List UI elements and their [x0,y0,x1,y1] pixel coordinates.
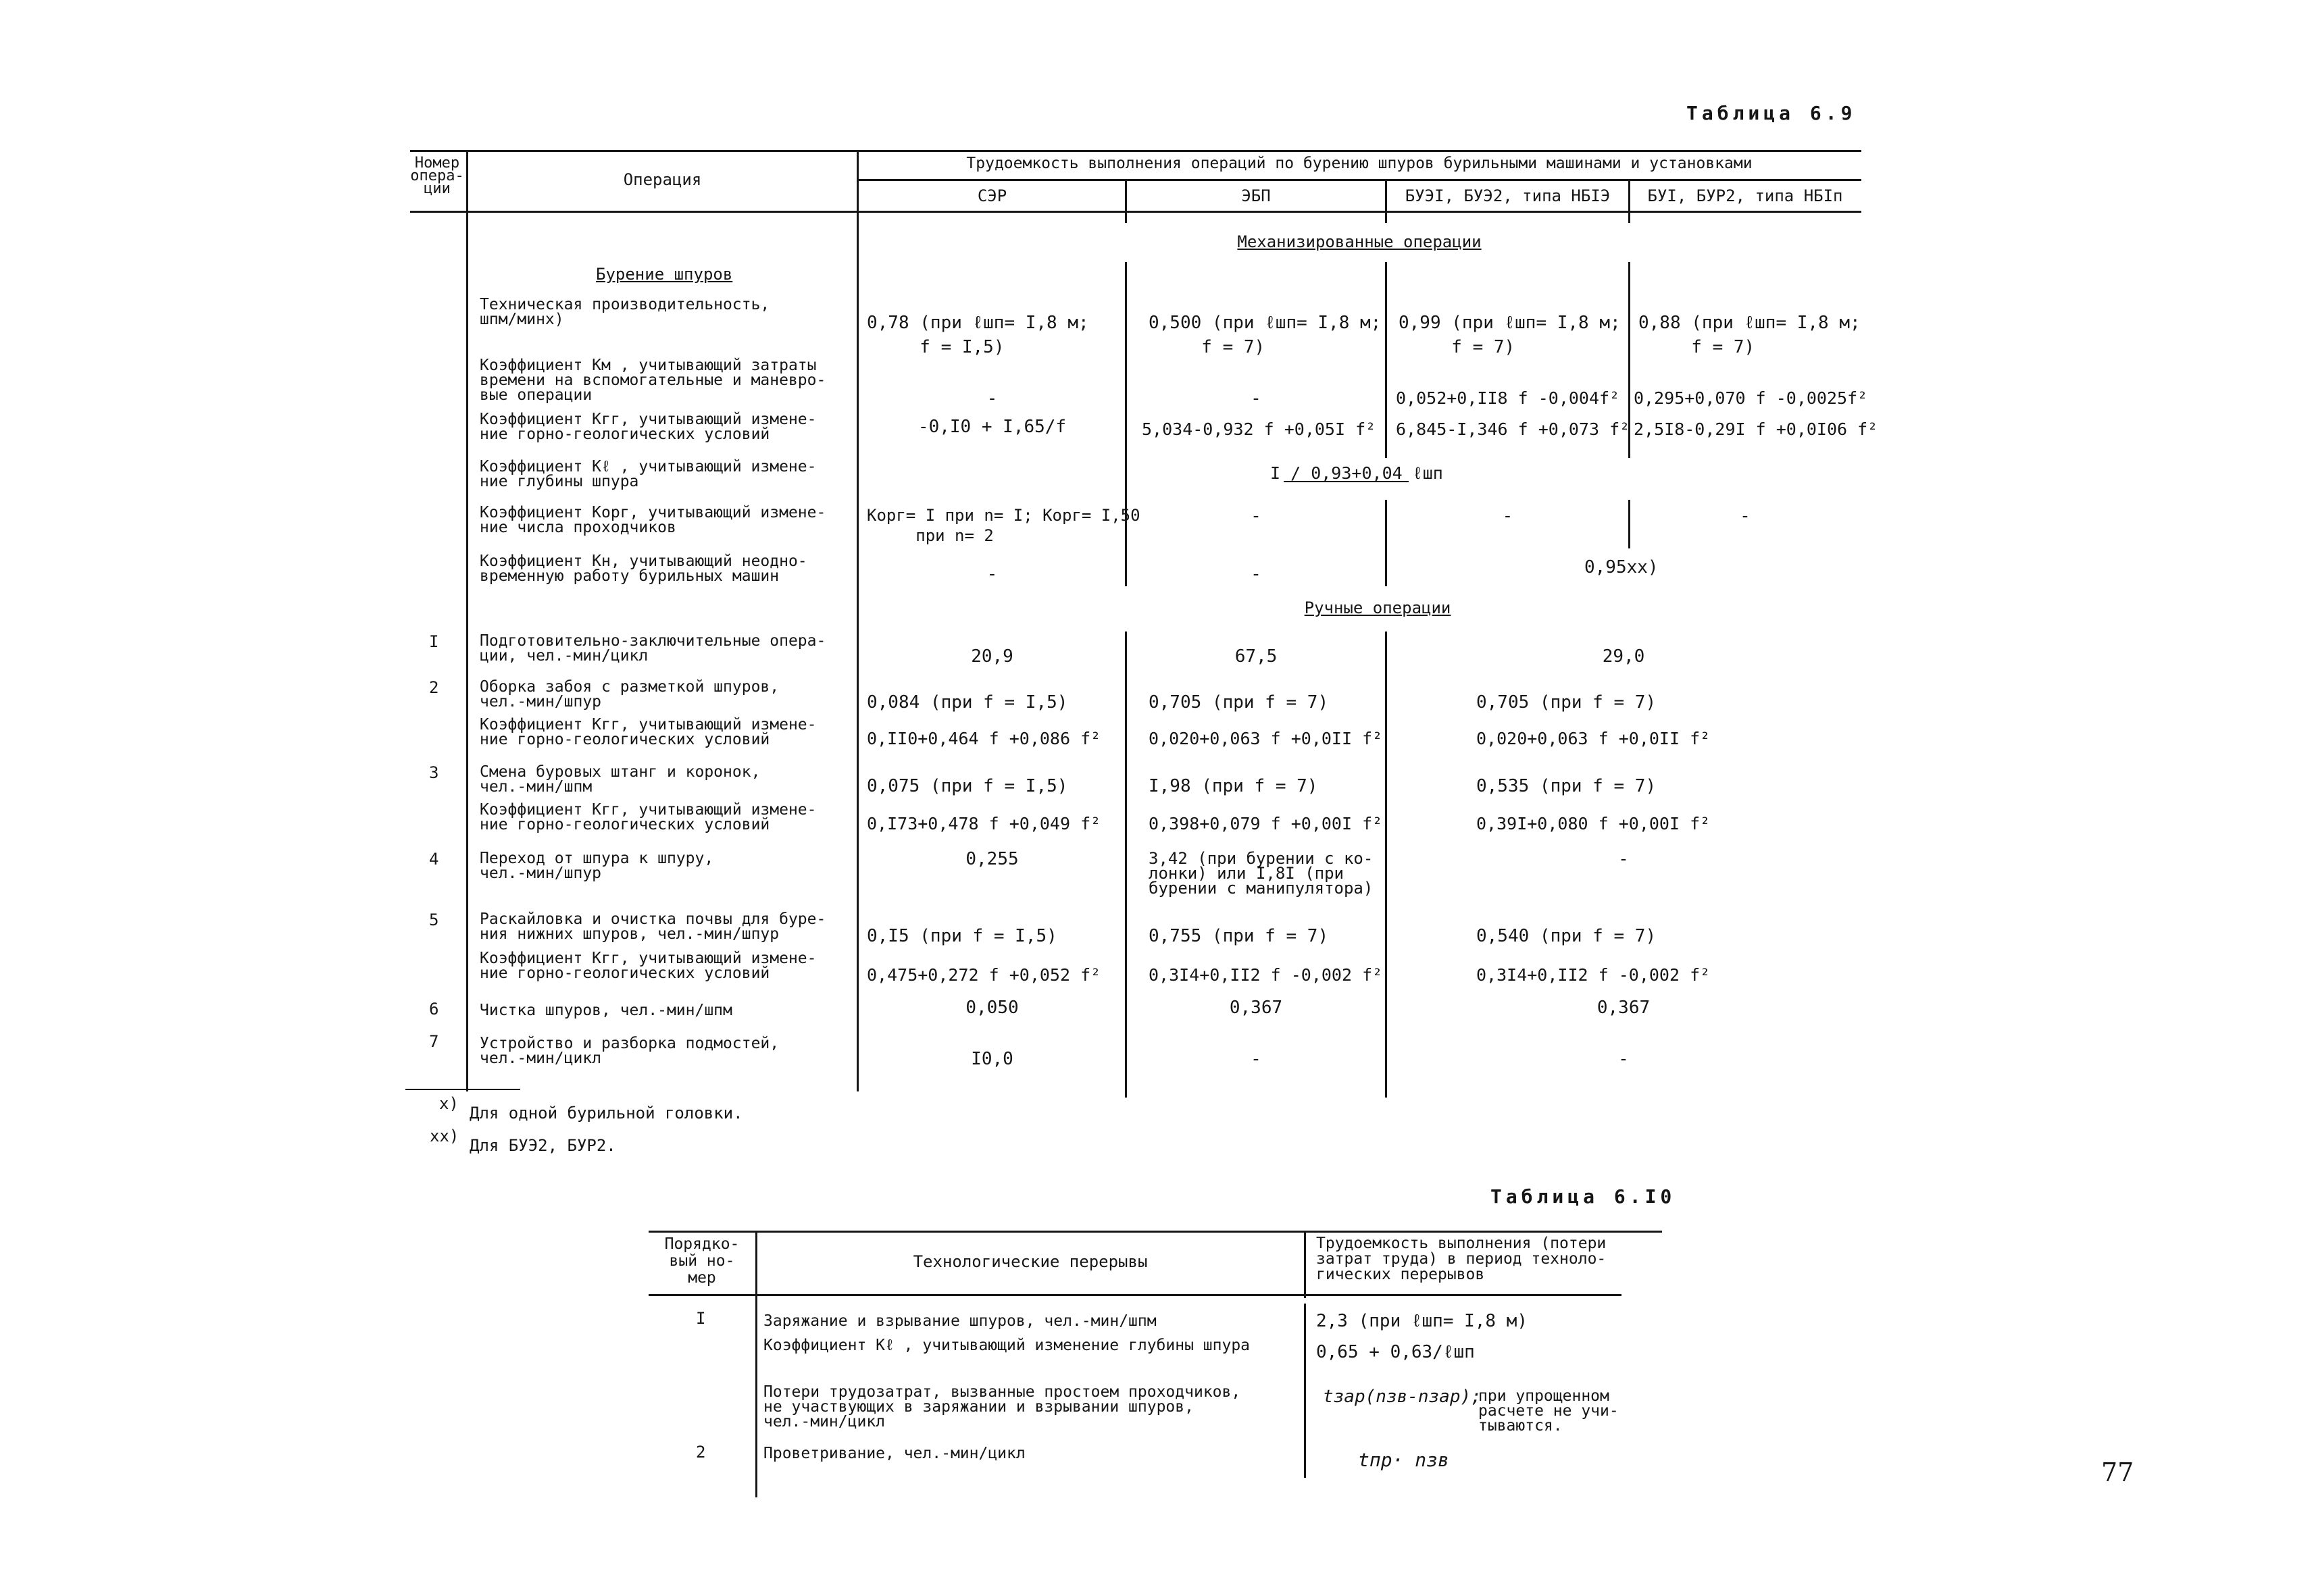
op-km: Коэффициент Kм , учитывающий затраты времени на вспомогательные и маневро- вые операции [480,357,826,404]
val: 0,I73+0,478 f +0,049 f² [867,814,1101,833]
val: 0,99 (при ℓшп= I,8 м; f = 7) [1399,313,1621,357]
t2-val: 2,3 (при ℓшп= I,8 м) [1316,1311,1528,1331]
val: 0,I5 (при f = I,5) [867,926,1057,946]
val: 29,0 [1602,646,1645,667]
col-rule [755,1231,757,1497]
val: 3,42 (при бурении с ко- лонки) или I,8I (при бурении с манипулятора) [1149,849,1374,898]
t2-op: Заряжание и взрывание шпуров, чел.-мин/шпм [763,1312,1157,1330]
row-num: 5 [429,910,439,929]
page-number: 77 [2101,1458,2134,1487]
col-rule [466,150,468,1091]
t2-header-val: Трудоемкость выполнения (потери затрат труда) в период техноло- гических перерывов [1316,1235,1607,1283]
val: 0,398+0,079 f +0,00I f² [1149,814,1383,833]
val: 20,9 [971,646,1013,667]
val: 0,95xx) [1584,557,1659,577]
val: - [1618,1049,1629,1069]
rule [410,211,1861,213]
row-num: 4 [429,850,439,869]
val: 0,020+0,063 f +0,0II f² [1476,729,1711,748]
rule [649,1294,1621,1296]
op-kl: Коэффициент Kℓ , учитывающий измене- ние глубины шпура [480,458,817,490]
val: - [1740,506,1751,526]
val: 0,705 (при f = 7) [1149,692,1329,713]
val: 67,5 [1234,646,1278,667]
val: - [1502,506,1513,526]
t2-op: Потери трудозатрат, вызванные простоем проходчиков, не участвующих в заряжании и взрывании шпуров, чел.-мин/цикл [763,1383,1241,1431]
val: 0,3I4+0,II2 f -0,002 f² [1476,965,1711,985]
val: - [1251,1049,1261,1069]
val: 0,050 [965,998,1019,1018]
col-rule [857,150,859,1091]
val: I,98 (при f = 7) [1149,776,1318,796]
rule [649,1231,1662,1233]
op: Подготовительно-заключительные опера- ции, чел.-мин/цикл [480,632,826,665]
op: Чистка шпуров, чел.-мин/шпм [480,1002,732,1019]
op: Коэффициент Kгг, учитывающий измене- ние горно-геологических условий [480,716,817,748]
val: 0,075 (при f = I,5) [867,776,1068,796]
row-num: 6 [429,1000,439,1019]
val: 0,475+0,272 f +0,052 f² [867,965,1101,985]
val: 0,084 (при f = I,5) [867,692,1068,713]
val: 0,367 [1229,998,1283,1018]
t2-op: Проветривание, чел.-мин/цикл [763,1445,1026,1462]
val: 0,255 [965,849,1019,869]
val-kl-formula: I / 0,93+0,04 ℓшп [1270,463,1443,483]
t2-val: tпр· nзв [1358,1449,1449,1471]
val: - [1251,388,1261,409]
op: Переход от шпура к шпуру, чел.-мин/шпур [480,850,714,882]
op-productivity: Техническая производительность, шпм/минx) [480,296,770,328]
op-kn: Коэффициент Kн, учитывающий неодно- временную работу бурильных машин [480,552,807,585]
val: I0,0 [971,1049,1013,1069]
val: - [986,564,998,584]
table-6-10-title: Таблица 6.I0 [1490,1185,1676,1208]
val: 6,845-I,346 f +0,073 f² [1396,419,1630,439]
table-6-9-title: Таблица 6.9 [1686,102,1857,124]
col-rule [1304,1304,1306,1478]
val: 0,88 (при ℓшп= I,8 м; f = 7) [1638,313,1861,357]
val: Kорг= I при n= I; Kорг= I,50 при n= 2 [867,506,1140,545]
op: Раскайловка и очистка почвы для буре- ния нижних шпуров, чел.-мин/шпур [480,910,826,943]
footnote-text: Для одной бурильной головки. [470,1104,743,1123]
val: 0,540 (при f = 7) [1476,926,1657,946]
val: 5,034-0,932 f +0,05I f² [1142,419,1376,439]
val: 0,705 (при f = 7) [1476,692,1657,713]
val: 0,295+0,070 f -0,0025f² [1634,388,1868,408]
val: 0,II0+0,464 f +0,086 f² [867,729,1101,748]
val: 0,3I4+0,II2 f -0,002 f² [1149,965,1383,985]
t2-op: Коэффициент Kℓ , учитывающий изменение глубины шпура [763,1337,1251,1354]
val: 0,020+0,063 f +0,0II f² [1149,729,1383,748]
val: - [1251,506,1261,526]
op: Смена буровых штанг и коронок, чел.-мин/шпм [480,763,761,796]
row-num: I [696,1309,706,1328]
val: 2,5I8-0,29I f +0,0I06 f² [1634,419,1878,439]
t2-val-formula: tзар(nзв-nзар); [1323,1387,1482,1407]
footnote-mark: xx) [430,1127,459,1145]
op: Коэффициент Kгг, учитывающий измене- ние горно-геологических условий [480,801,817,833]
row-num: 2 [696,1443,706,1462]
header-bue: БУЭI, БУЭ2, типа НБIЭ [1405,186,1611,205]
col-rule [1125,632,1127,1098]
val: 0,78 (при ℓшп= I,8 м; f = I,5) [867,313,1089,357]
rule [858,179,1861,181]
t2-val-note: при упрощенном расчете не учи- тываются. [1478,1387,1619,1435]
section-mechanized: Механизированные операции [1237,232,1482,251]
t2-val: 0,65 + 0,63/ℓшп [1316,1342,1475,1362]
footnote-mark: x) [439,1094,459,1113]
val: - [1618,849,1629,869]
op: Коэффициент Kгг, учитывающий измене- ние горно-геологических условий [480,950,817,982]
header-bui: БУI, БУР2, типа НБIп [1647,186,1843,205]
row-num: 7 [429,1032,439,1051]
t2-header-op: Технологические перерывы [913,1252,1148,1271]
subsection-drilling: Бурение шпуров [596,265,733,284]
val: - [1251,564,1261,584]
header-ser: СЭР [977,186,1007,205]
op-korg: Коэффициент Kорг, учитывающий измене- ние числа проходчиков [480,504,826,536]
val: 0,500 (при ℓшп= I,8 м; f = 7) [1149,313,1382,357]
val: 0,755 (при f = 7) [1149,926,1329,946]
col-rule [1385,262,1387,458]
footnote-rule [405,1089,520,1090]
val: - [986,388,998,409]
footnote-text: Для БУЭ2, БУР2. [470,1136,616,1155]
val: -0,I0 + I,65/f [917,417,1067,437]
op-kgg: Коэффициент Kгг, учитывающий измене- ние горно-геологических условий [480,411,817,443]
col-rule [1304,1231,1306,1298]
header-num: Номер опера- ции [410,155,464,197]
header-operation: Операция [623,170,702,189]
row-num: I [429,632,439,651]
op: Устройство и разборка подмостей, чел.-мин/цикл [480,1035,780,1067]
header-ebp: ЭБП [1241,186,1271,205]
section-manual: Ручные операции [1304,598,1451,617]
op: Оборка забоя с разметкой шпуров, чел.-мин/шпур [480,678,780,711]
row-num: 2 [429,678,439,697]
t2-header-num: Порядко- вый но- мер [664,1235,740,1287]
val: 0,367 [1596,998,1651,1018]
rule [410,150,1861,152]
val: 0,39I+0,080 f +0,00I f² [1476,814,1711,833]
row-num: 3 [429,763,439,782]
val: 0,535 (при f = 7) [1476,776,1657,796]
col-rule [1628,500,1630,548]
header-group: Трудоемкость выполнения операций по бурению шпуров бурильными машинами и установками [966,155,1753,172]
val: 0,052+0,II8 f -0,004f² [1396,388,1620,408]
